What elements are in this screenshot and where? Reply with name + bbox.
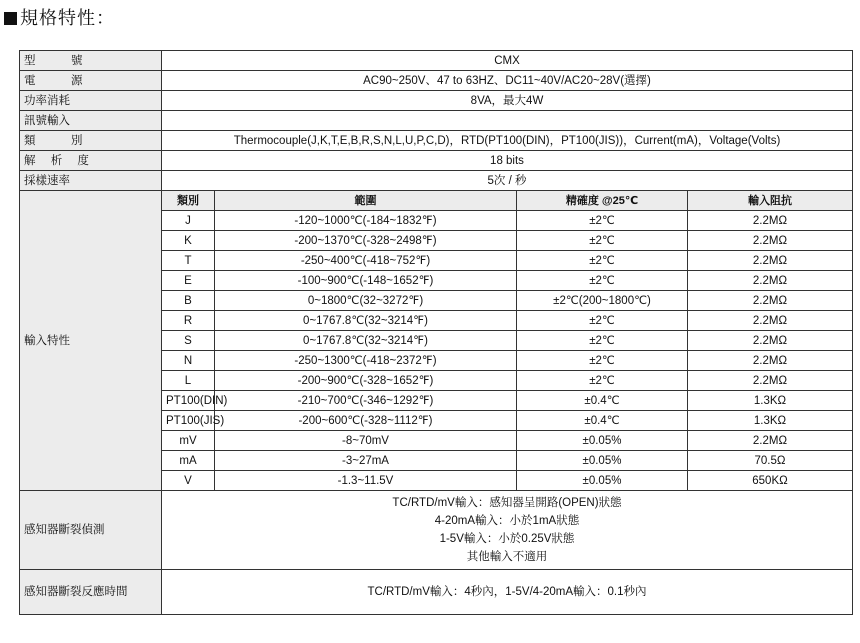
label-sensor-break-detection: 感知器斷裂偵測 [20,491,162,570]
cell-range: -3~27mA [215,451,517,471]
cell-type: N [162,351,215,371]
cell-range: 0~1800℃(32~3272℉) [215,291,517,311]
break-detection-line: 其他輸入不適用 [466,551,548,563]
header-type: 類別 [162,191,215,211]
cell-impedance: 2.2MΩ [688,431,853,451]
row-sampling [20,171,853,191]
value-resolution: 18 bits [162,151,853,171]
cell-type: K [162,231,215,251]
cell-impedance: 2.2MΩ [688,331,853,351]
label-sampling: 採樣速率 [20,171,162,191]
row-resolution [20,151,853,171]
row-type [20,131,853,151]
header-impedance: 輸入阻抗 [688,191,853,211]
label-signal-input: 訊號輸入 [20,111,162,131]
cell-range: -200~900℃(-328~1652℉) [215,371,517,391]
cell-range: -8~70mV [215,431,517,451]
cell-range: -250~1300℃(-418~2372℉) [215,351,517,371]
cell-impedance: 2.2MΩ [688,251,853,271]
cell-range: -100~900℃(-148~1652℉) [215,271,517,291]
cell-impedance: 650KΩ [688,471,853,491]
value-sensor-break-response: TC/RTD/mV輸入：4秒內，1-5V/4-20mA輸入：0.1秒內 [162,570,853,615]
value-power: AC90~250V、47 to 63HZ、DC11~40V/AC20~28V(選擇) [162,71,853,91]
cell-range: 0~1767.8℃(32~3214℉) [215,311,517,331]
break-detection-line: 1-5V輸入：小於0.25V狀態 [439,533,575,545]
cell-type: mA [162,451,215,471]
cell-accuracy: ±2℃(200~1800℃) [517,291,688,311]
input-characteristics-header-row [20,191,853,211]
cell-type: mV [162,431,215,451]
cell-impedance: 2.2MΩ [688,211,853,231]
cell-impedance: 2.2MΩ [688,291,853,311]
page-title-text: 規格特性： [20,8,115,28]
signal-input-blank [162,111,853,131]
value-type: Thermocouple(J,K,T,E,B,R,S,N,L,U,P,C,D)，RTD(PT100(DIN)，PT100(JIS))，Current(mA)，Voltage(Volts) [162,131,853,151]
value-consumption: 8VA，最大4W [162,91,853,111]
break-detection-line: TC/RTD/mV輸入：感知器呈開路(OPEN)狀態 [392,497,622,509]
cell-accuracy: ±2℃ [517,371,688,391]
value-model: CMX [162,51,853,71]
label-power: 電 源 [20,71,162,91]
row-sensor-break-detection [20,491,853,570]
cell-accuracy: ±2℃ [517,251,688,271]
cell-accuracy: ±2℃ [517,331,688,351]
label-sensor-break-response: 感知器斷裂反應時間 [20,570,162,615]
cell-impedance: 2.2MΩ [688,311,853,331]
cell-type: R [162,311,215,331]
cell-accuracy: ±2℃ [517,231,688,251]
cell-type: L [162,371,215,391]
cell-accuracy: ±2℃ [517,351,688,371]
cell-range: -1.3~11.5V [215,471,517,491]
label-model: 型 號 [20,51,162,71]
cell-type: T [162,251,215,271]
cell-accuracy: ±0.4℃ [517,391,688,411]
page-title [4,4,115,30]
value-sensor-break-detection [162,491,853,570]
cell-type: V [162,471,215,491]
spec-table [19,50,853,615]
cell-impedance: 2.2MΩ [688,231,853,251]
cell-type: E [162,271,215,291]
label-resolution: 解 析 度 [20,151,162,171]
header-accuracy: 精確度 @25℃ [517,191,688,211]
row-power [20,71,853,91]
row-model [20,51,853,71]
label-input-characteristics: 輸入特性 [20,191,162,491]
row-sensor-break-response [20,570,853,615]
row-signal-input [20,111,853,131]
header-range: 範圍 [215,191,517,211]
cell-accuracy: ±2℃ [517,311,688,331]
cell-range: -120~1000℃(-184~1832℉) [215,211,517,231]
value-sampling: 5次 / 秒 [162,171,853,191]
cell-type: S [162,331,215,351]
cell-accuracy: ±0.4℃ [517,411,688,431]
cell-type: PT100(JIS) [162,411,215,431]
row-consumption [20,91,853,111]
cell-accuracy: ±0.05% [517,451,688,471]
square-bullet-icon [4,12,17,25]
cell-type: PT100(DIN) [162,391,215,411]
cell-accuracy: ±0.05% [517,471,688,491]
cell-range: -250~400℃(-418~752℉) [215,251,517,271]
cell-accuracy: ±2℃ [517,271,688,291]
cell-impedance: 2.2MΩ [688,271,853,291]
cell-impedance: 70.5Ω [688,451,853,471]
label-consumption: 功率消耗 [20,91,162,111]
cell-range: -200~600℃(-328~1112℉) [215,411,517,431]
cell-accuracy: ±0.05% [517,431,688,451]
cell-type: B [162,291,215,311]
cell-range: -200~1370℃(-328~2498℉) [215,231,517,251]
cell-range: -210~700℃(-346~1292℉) [215,391,517,411]
cell-accuracy: ±2℃ [517,211,688,231]
break-detection-line: 4-20mA輸入：小於1mA狀態 [434,515,580,527]
label-type: 類 別 [20,131,162,151]
cell-range: 0~1767.8℃(32~3214℉) [215,331,517,351]
cell-impedance: 2.2MΩ [688,371,853,391]
cell-impedance: 1.3KΩ [688,411,853,431]
cell-type: J [162,211,215,231]
cell-impedance: 1.3KΩ [688,391,853,411]
cell-impedance: 2.2MΩ [688,351,853,371]
